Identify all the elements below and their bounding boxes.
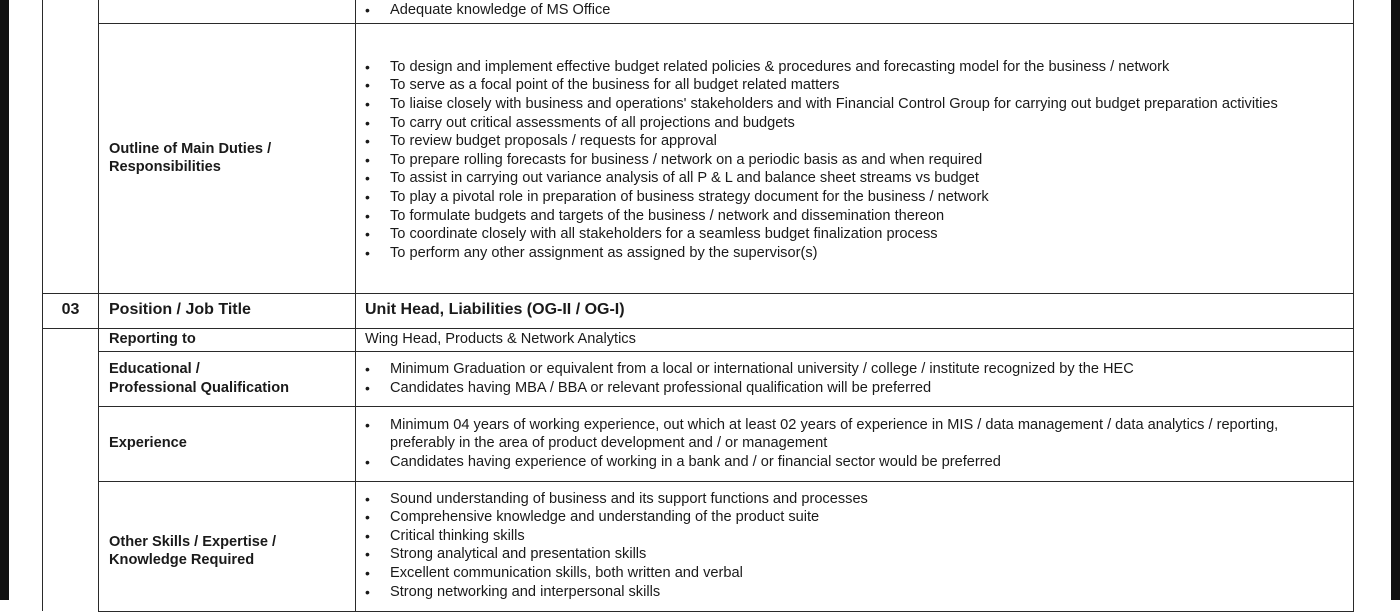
list-item: • Minimum 04 years of working experience, out which at least 02 years of experience in MIS / data management / data analytics / reporting, preferably in the area of product development and / or management xyxy=(365,416,1341,453)
table-row-education xyxy=(43,351,1354,406)
list-item: • Sound understanding of business and its support functions and processes xyxy=(365,490,1341,509)
duties-content xyxy=(356,23,1354,293)
list-item: • Comprehensive knowledge and understanding of the product suite xyxy=(365,508,1341,527)
list-item: • To prepare rolling forecasts for business / network on a periodic basis as and when required xyxy=(365,151,1341,170)
table-row-duties xyxy=(43,23,1354,293)
row-label-cell xyxy=(99,0,356,23)
row-number-cell xyxy=(43,406,99,481)
position-title: Unit Head, Liabilities (OG-II / OG-I) xyxy=(356,293,1354,328)
table-row-prev-skills xyxy=(43,0,1354,23)
list-item: • To serve as a focal point of the business for all budget related matters xyxy=(365,76,1341,95)
list-item: • Adequate knowledge of MS Office xyxy=(365,1,1341,20)
list-item: • To liaise closely with business and operations' stakeholders and with Financial Control Group for carrying out budget preparation activities xyxy=(365,95,1341,114)
label-line: Responsibilities xyxy=(109,159,221,176)
label-line: Educational / xyxy=(109,361,200,377)
reporting-value: Wing Head, Products & Network Analytics xyxy=(356,328,1354,351)
table-row-skills xyxy=(43,481,1354,611)
reporting-label: Reporting to xyxy=(99,328,356,351)
list-item: • To carry out critical assessments of all projections and budgets xyxy=(365,114,1341,133)
list-item: • To review budget proposals / requests for approval xyxy=(365,132,1341,151)
list-item: • Strong networking and interpersonal skills xyxy=(365,583,1341,602)
duties-list xyxy=(365,58,1341,263)
row-content-cell xyxy=(356,0,1354,23)
label-line: Outline of Main Duties / xyxy=(109,140,272,157)
position-label: Position / Job Title xyxy=(99,293,356,328)
duties-label xyxy=(99,23,356,293)
experience-content xyxy=(356,406,1354,481)
row-number-cell xyxy=(43,23,99,293)
position-number: 03 xyxy=(43,293,99,328)
list-item: • To design and implement effective budget related policies & procedures and forecasting model for the business / network xyxy=(365,58,1341,77)
label-line: Professional Qualification xyxy=(109,379,290,396)
skills-list xyxy=(365,490,1341,602)
list-item: • Excellent communication skills, both written and verbal xyxy=(365,564,1341,583)
skills-label xyxy=(99,481,356,611)
list-item: • Candidates having MBA / BBA or relevant professional qualification will be preferred xyxy=(365,379,1341,398)
education-content xyxy=(356,351,1354,406)
table-row-experience xyxy=(43,406,1354,481)
list-item: • To play a pivotal role in preparation of business strategy document for the business / network xyxy=(365,188,1341,207)
experience-list xyxy=(365,416,1341,472)
page-edge-right xyxy=(1391,0,1400,600)
list-item: • Minimum Graduation or equivalent from a local or international university / college / institute recognized by the HEC xyxy=(365,360,1341,379)
label-line: Other Skills / Expertise / xyxy=(109,533,277,550)
label-line: Knowledge Required xyxy=(109,552,255,569)
list-item: • To coordinate closely with all stakeholders for a seamless budget finalization process xyxy=(365,225,1341,244)
row-number-cell xyxy=(43,0,99,23)
job-description-table xyxy=(42,0,1354,612)
list-item: • Candidates having experience of working in a bank and / or financial sector would be preferred xyxy=(365,453,1341,472)
page-edge-left xyxy=(0,0,9,600)
list-item: • Strong analytical and presentation skills xyxy=(365,545,1341,564)
list-item: • To assist in carrying out variance analysis of all P & L and balance sheet streams vs budget xyxy=(365,169,1341,188)
list-item: • To formulate budgets and targets of the business / network and dissemination thereon xyxy=(365,207,1341,226)
education-list xyxy=(365,360,1341,397)
education-label xyxy=(99,351,356,406)
list-item: • Critical thinking skills xyxy=(365,527,1341,546)
bullet-list xyxy=(365,1,1341,20)
skills-content xyxy=(356,481,1354,611)
row-number-cell xyxy=(43,481,99,611)
row-number-cell xyxy=(43,351,99,406)
list-item: • To perform any other assignment as assigned by the supervisor(s) xyxy=(365,244,1341,263)
row-number-cell xyxy=(43,328,99,351)
table-row-reporting xyxy=(43,328,1354,351)
table-row-position xyxy=(43,293,1354,328)
experience-label: Experience xyxy=(99,406,356,481)
